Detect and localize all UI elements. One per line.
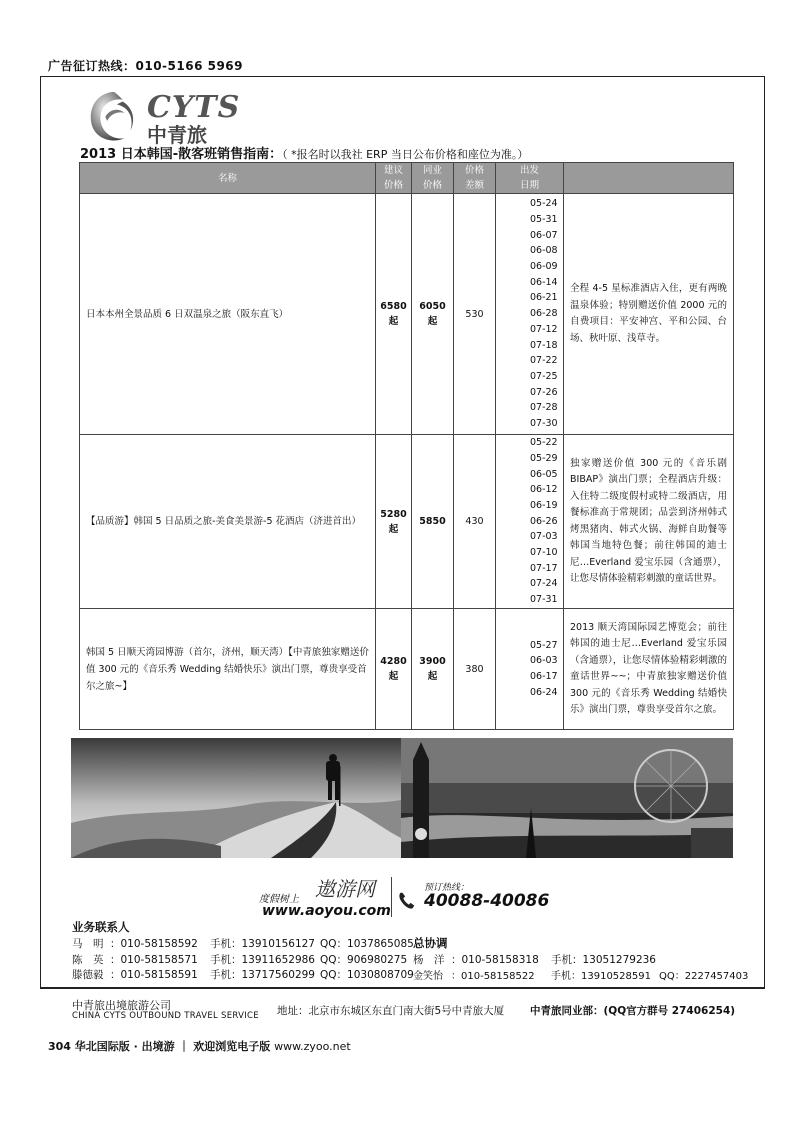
departure-date: 06-03 [530, 655, 558, 667]
departure-date: 05-31 [530, 213, 558, 225]
departure-dates [496, 194, 564, 435]
departure-date: 07-22 [530, 355, 558, 367]
departure-date: 07-31 [530, 594, 558, 606]
departure-date: 06-21 [530, 292, 558, 304]
company-name-en: CHINA CYTS OUTBOUND TRAVEL SERVICE [72, 1011, 259, 1021]
departure-date: 07-10 [530, 547, 558, 559]
page-footer [48, 1038, 351, 1054]
ad-divider [391, 877, 392, 917]
company-address: 地址：北京市东城区东直门南大街5号中青旅大厦 [277, 1005, 505, 1017]
departure-date: 06-17 [530, 671, 558, 682]
departure-date: 07-17 [530, 562, 558, 574]
table-row [80, 609, 734, 730]
departure-date: 07-18 [530, 339, 558, 351]
london-skyline-photo [401, 738, 733, 858]
departure-date: 06-14 [530, 276, 558, 288]
coordinator-title: 总协调 [413, 936, 448, 950]
desert-hiker-photo [71, 738, 401, 858]
departure-date: 06-24 [530, 686, 558, 698]
heading-note: （ *报名时以我社 ERP 当日公布价格和座位为准。） [282, 148, 529, 161]
price-diff: 530 [454, 194, 496, 435]
coordinator-row: 金笑怡 ：010-58158522 手机：13910528591 QQ：2227457403 [413, 971, 749, 982]
departure-date: 07-28 [530, 402, 558, 414]
aoyou-logo: 遨游网 [315, 877, 375, 901]
header-suggested: 建议 价格 [376, 163, 412, 194]
departure-date: 07-03 [530, 531, 558, 543]
contact-row: 马 明 ：010-58158592 手机：13910156127 QQ：1037865085 [72, 938, 414, 950]
departure-date: 05-22 [530, 437, 558, 449]
contact-row: 滕德毅 ：010-58158591 手机：13717560299 QQ：1030808709 [72, 969, 414, 981]
cyts-logo-icon [84, 88, 142, 146]
footer-divider [40, 988, 765, 989]
header-notes [564, 163, 734, 194]
phone-icon [396, 890, 418, 912]
suggested-price: 6580 起 [376, 194, 412, 435]
company-name-cn: 中青旅出境旅游公司 [72, 999, 171, 1012]
booking-number: 40088-40086 [424, 891, 550, 911]
departure-date: 07-12 [530, 323, 558, 335]
departure-date: 06-09 [530, 261, 558, 273]
price-diff: 430 [454, 435, 496, 609]
departure-date: 07-30 [530, 418, 558, 430]
departure-date: 06-28 [530, 308, 558, 320]
footer-url[interactable]: www.zyoo.net [274, 1040, 351, 1053]
aoyou-slogan: 度假树上 [259, 894, 299, 905]
logo-wordmark: CYTS [147, 90, 241, 125]
tour-description: 全程 4-5 星标准酒店入住，更有两晚温泉体验；特别赠送价值 2000 元的自费项目：平安神宫、平和公园、台场、秋叶原、浅草寺。 [564, 194, 734, 435]
tour-name: 日本本州全景品质 6 日双温泉之旅（阪东直飞） [80, 194, 376, 435]
heading-title: 2013 日本韩国-散客班销售指南： [80, 147, 283, 162]
departure-date: 07-24 [530, 578, 558, 590]
suggested-price: 5280 起 [376, 435, 412, 609]
trade-price: 5850 [412, 435, 454, 609]
trade-price: 3900 起 [412, 609, 454, 730]
table-row [80, 435, 734, 609]
departure-date: 07-26 [530, 386, 558, 398]
ad-hotline: 广告征订热线：010-5166 5969 [48, 59, 244, 73]
departure-date: 05-29 [530, 452, 558, 464]
header-depart: 出发 日期 [496, 163, 564, 194]
price-diff: 380 [454, 609, 496, 730]
departure-date: 06-07 [530, 229, 558, 241]
logo-chinese: 中青旅 [147, 123, 207, 147]
departure-date: 06-19 [530, 499, 558, 511]
header-trade: 同业 价格 [412, 163, 454, 194]
tour-description: 2013 顺天湾国际园艺博览会；前往韩国的迪士尼…Everland 爱宝乐园（含通票），让您尽情体验精彩刺激的童话世界~~；中青旅独家赠送价值 300 元的《音乐秀 Wedding 结婚快乐》演出门票，尊贵享受首尔之旅。 [564, 609, 734, 730]
section-heading [80, 143, 528, 162]
departure-date: 06-12 [530, 484, 558, 496]
departure-dates [496, 609, 564, 730]
departure-date: 06-08 [530, 245, 558, 257]
trade-department: 中青旅同业部：(QQ官方群号 27406254) [530, 1005, 736, 1017]
departure-date: 06-26 [530, 515, 558, 527]
tour-price-table [79, 162, 734, 730]
contacts-title: 业务联系人 [72, 920, 130, 934]
coordinator-row: 杨 洋 ：010-58158318 手机：13051279236 [413, 954, 656, 966]
header-diff: 价格 差额 [454, 163, 496, 194]
departure-date: 05-27 [530, 639, 558, 651]
header-name: 名称 [80, 163, 376, 194]
tour-name: 韩国 5 日顺天湾园博游（首尔，济州，顺天湾）【中青旅独家赠送价值 300 元的《音乐秀 Wedding 结婚快乐》演出门票，尊贵享受首尔之旅~】 [80, 609, 376, 730]
aoyou-url[interactable]: www.aoyou.com [262, 903, 391, 919]
departure-date: 05-24 [530, 198, 558, 210]
suggested-price: 4280 起 [376, 609, 412, 730]
tour-name: 【品质游】韩国 5 日品质之旅-美食美景游-5 花酒店（济进首出） [80, 435, 376, 609]
page-footer-text: 304 华北国际版 · 出境游 ｜ 欢迎浏览电子版 [48, 1040, 271, 1053]
contact-row: 陈 英 ：010-58158571 手机：13911652986 QQ：906980275 [72, 954, 408, 966]
table-row [80, 194, 734, 435]
trade-price: 6050 起 [412, 194, 454, 435]
tour-description: 独家赠送价值 300 元的《音乐剧 BIBAP》演出门票；全程酒店升级：入住特二级度假村或特二级酒店，用餐标准高于常规团；品尝到济州韩式烤黑猪肉、韩式火锅、海鲜自助餐等韩国当地特色餐；前往韩国的迪士尼…Everland 爱宝乐园（含通票），让您尽情体验精彩刺激的童话世界。 [564, 435, 734, 609]
departure-date: 06-05 [530, 468, 558, 480]
departure-dates [496, 435, 564, 609]
departure-date: 07-25 [530, 370, 558, 382]
booking-label: 预订热线： [424, 883, 470, 893]
table-header-row [80, 163, 734, 194]
